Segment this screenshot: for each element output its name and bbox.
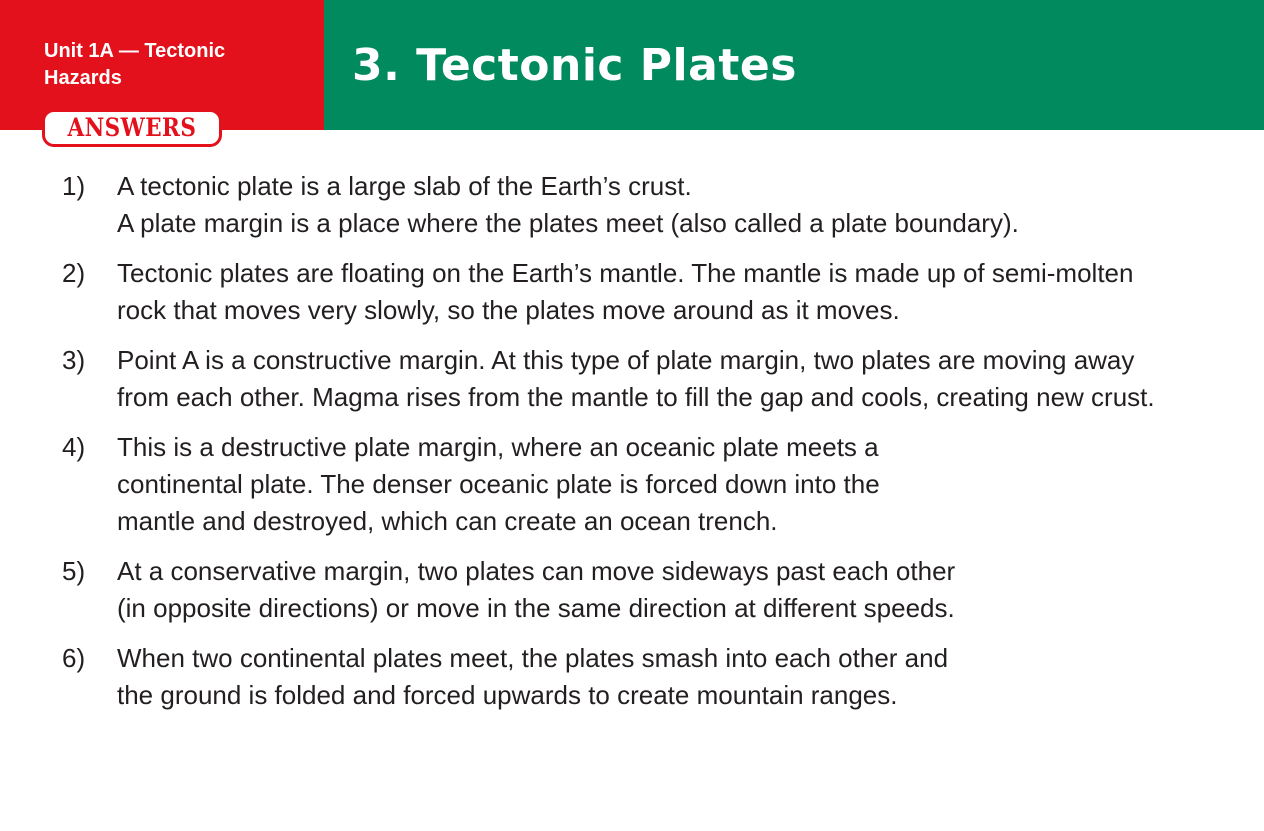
answer-text-line: mantle and destroyed, which can create an ocean trench. [117, 506, 778, 536]
answers-list [62, 168, 1232, 727]
answer-item-2 [62, 255, 1232, 329]
page-title: 3. Tectonic Plates [352, 40, 797, 91]
answer-text-line: Point A is a constructive margin. At this type of plate margin, two plates are moving away [117, 345, 1135, 375]
answer-number: 3) [62, 345, 86, 375]
unit-label-line-2: Hazards [44, 67, 122, 89]
answer-text-line: When two continental plates meet, the plates smash into each other and [117, 643, 949, 673]
answer-text-line: A tectonic plate is a large slab of the Earth’s crust. [117, 171, 692, 201]
answer-item-4 [62, 429, 1232, 540]
answer-item-3 [62, 342, 1232, 416]
unit-label-line-1: Unit 1A — Tectonic [44, 40, 226, 62]
answer-text-line: This is a destructive plate margin, where an oceanic plate meets a [117, 432, 879, 462]
answer-text-line: A plate margin is a place where the plates meet (also called a plate boundary). [117, 208, 1019, 238]
answer-text-line: the ground is folded and forced upwards to create mountain ranges. [117, 680, 898, 710]
answers-badge [42, 109, 222, 147]
answer-text-line: rock that moves very slowly, so the plates move around as it moves. [117, 295, 900, 325]
answer-item-1 [62, 168, 1232, 242]
title-banner [324, 0, 1264, 130]
answer-text-line: from each other. Magma rises from the mantle to fill the gap and cools, creating new crust. [117, 382, 1155, 412]
answer-number: 5) [62, 556, 86, 586]
answers-badge-label: ANSWERS [67, 113, 197, 142]
answer-number: 4) [62, 432, 86, 462]
answer-item-5 [62, 553, 1232, 627]
page-header [0, 0, 1264, 142]
answer-number: 1) [62, 171, 86, 201]
answer-number: 2) [62, 258, 86, 288]
answer-number: 6) [62, 643, 86, 673]
answer-text-line: Tectonic plates are floating on the Earth’s mantle. The mantle is made up of semi-molten [117, 258, 1134, 288]
answer-text-line: At a conservative margin, two plates can move sideways past each other [117, 556, 956, 586]
answer-text-line: continental plate. The denser oceanic plate is forced down into the [117, 469, 880, 499]
answer-item-6 [62, 640, 1232, 714]
unit-label [44, 38, 304, 92]
answer-text-line: (in opposite directions) or move in the same direction at different speeds. [117, 593, 955, 623]
